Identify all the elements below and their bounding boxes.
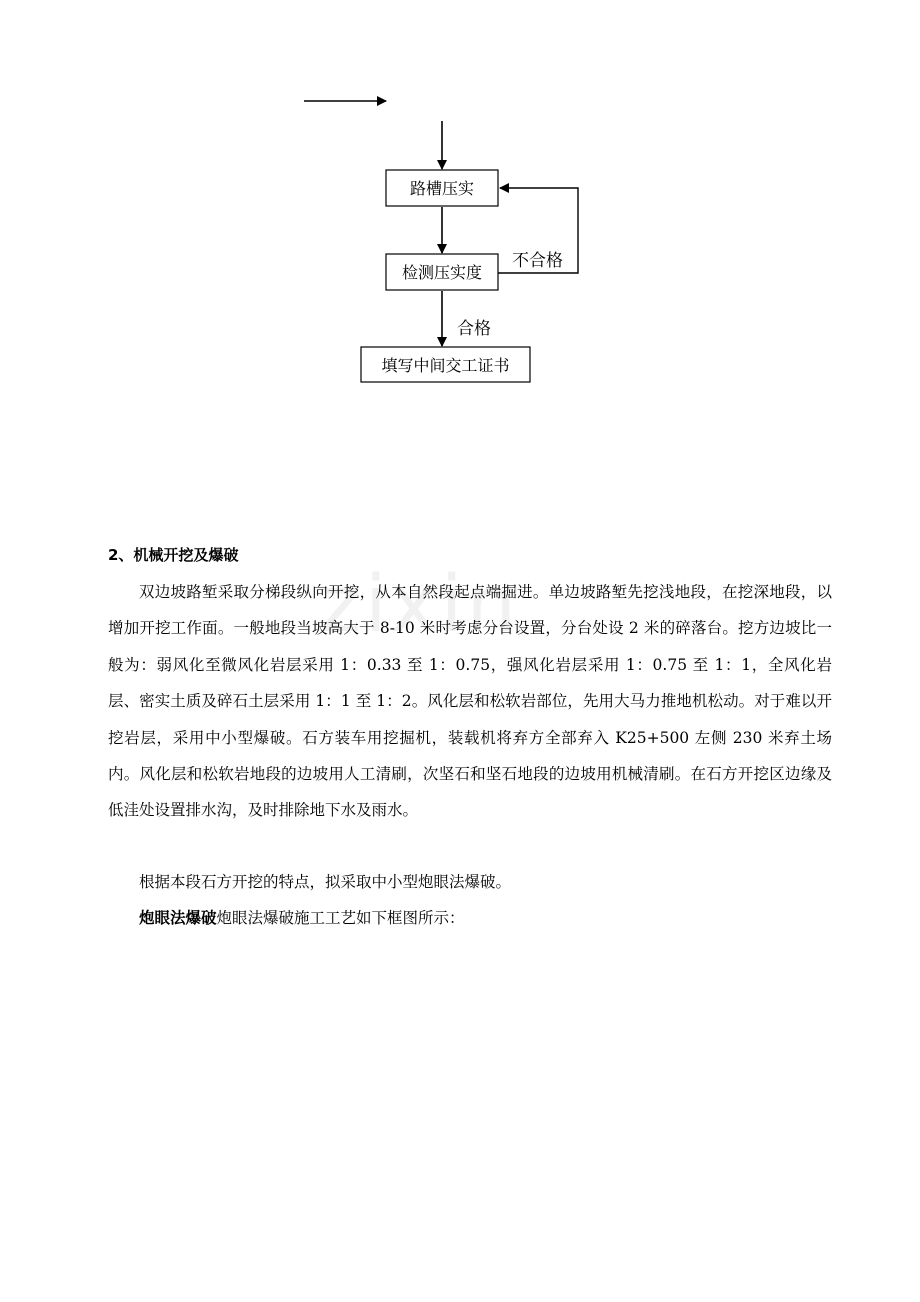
paragraph-excavation: 双边坡路堑采取分梯段纵向开挖，从本自然段起点端掘进。单边坡路堑先挖浅地段，在挖深地段，以增加开挖工作面。一般地段当坡高大于 8-10 米时考虑分台设置，分台处设 2 米的碎落台。挖方边坡比一般为：弱风化至微风化岩层采用 1：0.33 至 1：0.75，强风化岩层采用 1：0.75 至 1：1，全风化岩层、密实土质及碎石土层采用 1：1 至 1：2。风化层和松软岩部位，先用大马力推地机松动。对于难以开挖岩层，采用中小型爆破。石方装车用挖掘机，装载机将弃方全部弃入 K25+500 左侧 230 米弃土场内。风化层和松软岩地段的边坡用人工清刷，次坚石和坚石地段的边坡用机械清刷。在石方开挖区边缘及低洼处设置排水沟，及时排除地下水及雨水。: [108, 583, 832, 820]
blasting-method-title: 炮眼法爆破: [139, 909, 217, 927]
box-compact-label: 路槽压实: [409, 179, 475, 198]
watermark: zixin: [320, 560, 520, 650]
box-check-label: 检测压实度: [401, 263, 483, 282]
pass-label: 合格: [457, 319, 491, 339]
box-check: [386, 254, 498, 290]
flowchart: [0, 0, 920, 420]
blasting-method-text: 炮眼法爆破施工工艺如下框图所示：: [216, 909, 465, 927]
paragraph-blasting-plan: 根据本段石方开挖的特点，拟采取中小型炮眼法爆破。: [139, 873, 512, 891]
box-certificate: [361, 347, 530, 382]
fail-label: 不合格: [512, 251, 563, 271]
section-heading: 2、机械开挖及爆破: [108, 546, 239, 564]
box-certificate-label: 填写中间交工证书: [381, 356, 510, 375]
paragraph-blasting-method: [108, 900, 832, 936]
box-compact: [386, 170, 498, 206]
